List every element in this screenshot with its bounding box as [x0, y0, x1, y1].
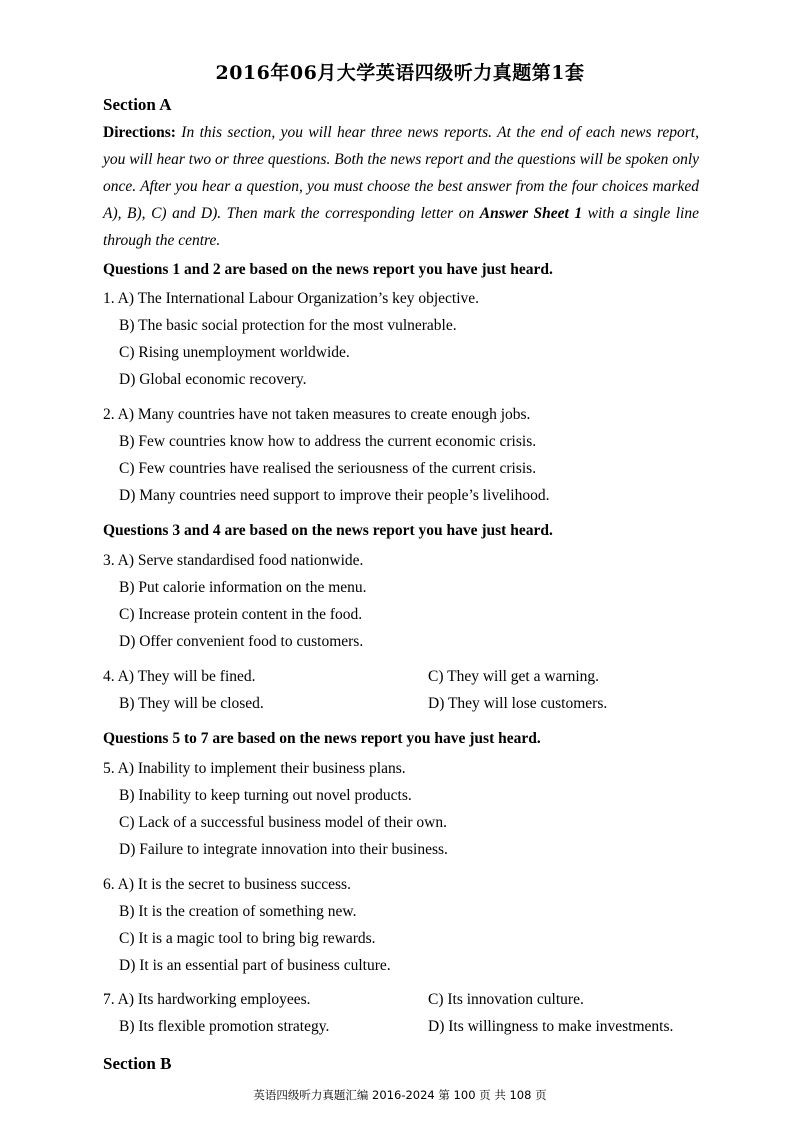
q2-option-b: B) Few countries know how to address the current economic crisis.: [119, 433, 537, 450]
q6-option-c: C) It is a magic tool to bring big rewards.: [119, 930, 376, 947]
directions-text-end: with a single line through the centre.: [103, 205, 699, 249]
q4-option-a: 4. A) They will be fined.: [103, 668, 256, 685]
q7-option-b: B) Its flexible promotion strategy.: [119, 1018, 330, 1035]
q7-option-c: C) Its innovation culture.: [428, 991, 584, 1008]
section-a-heading: Section A: [103, 95, 172, 114]
q3-option-d: D) Offer convenient food to customers.: [119, 633, 364, 650]
directions-paragraph: [103, 119, 699, 254]
section-b-heading: Section B: [103, 1054, 172, 1073]
q4-option-c: C) They will get a warning.: [428, 668, 600, 685]
group-heading-1: Questions 1 and 2 are based on the news report you have just heard.: [103, 261, 553, 278]
q5-option-c: C) Lack of a successful business model of their own.: [119, 814, 448, 831]
page-title: 2016年06月大学英语四级听力真题第1套: [215, 62, 585, 84]
q6-option-a: 6. A) It is the secret to business success.: [103, 876, 351, 893]
page-footer: 英语四级听力真题汇编 2016-2024 第 100 页 共 108 页: [253, 1088, 547, 1102]
q3-option-a: 3. A) Serve standardised food nationwide.: [103, 552, 364, 569]
q2-option-a: 2. A) Many countries have not taken measures to create enough jobs.: [103, 406, 531, 423]
q2-option-c: C) Few countries have realised the seriousness of the current crisis.: [119, 460, 537, 477]
q5-option-b: B) Inability to keep turning out novel products.: [119, 787, 412, 804]
q1-option-b: B) The basic social protection for the most vulnerable.: [119, 317, 457, 334]
q5-option-d: D) Failure to integrate innovation into their business.: [119, 841, 448, 858]
group-heading-2: Questions 3 and 4 are based on the news report you have just heard.: [103, 522, 553, 539]
q6-option-b: B) It is the creation of something new.: [119, 903, 357, 920]
q3-option-b: B) Put calorie information on the menu.: [119, 579, 367, 596]
group-heading-3: Questions 5 to 7 are based on the news report you have just heard.: [103, 730, 541, 747]
q2-option-d: D) Many countries need support to improve their people’s livelihood.: [119, 487, 550, 504]
directions-label: Directions:: [103, 124, 176, 141]
q3-option-c: C) Increase protein content in the food.: [119, 606, 363, 623]
q7-option-a: 7. A) Its hardworking employees.: [103, 991, 311, 1008]
q4-option-d: D) They will lose customers.: [428, 695, 608, 712]
directions-text: In this section, you will hear three news reports. At the end of each news report, you will hear two or three questions. Both the news report and the questions will be spoken only once. After you hear a question, you must choose the best answer from the four choices marked A), B), C) and D). Then mark the corresponding letter on: [103, 124, 699, 222]
q1-option-a: 1. A) The International Labour Organization’s key objective.: [103, 290, 480, 307]
q7-option-d: D) Its willingness to make investments.: [428, 1018, 674, 1035]
q6-option-d: D) It is an essential part of business culture.: [119, 957, 391, 974]
q4-option-b: B) They will be closed.: [119, 695, 264, 712]
answer-sheet-emphasis: Answer Sheet 1: [479, 205, 583, 222]
q1-option-c: C) Rising unemployment worldwide.: [119, 344, 350, 361]
q5-option-a: 5. A) Inability to implement their business plans.: [103, 760, 406, 777]
q1-option-d: D) Global economic recovery.: [119, 371, 307, 388]
